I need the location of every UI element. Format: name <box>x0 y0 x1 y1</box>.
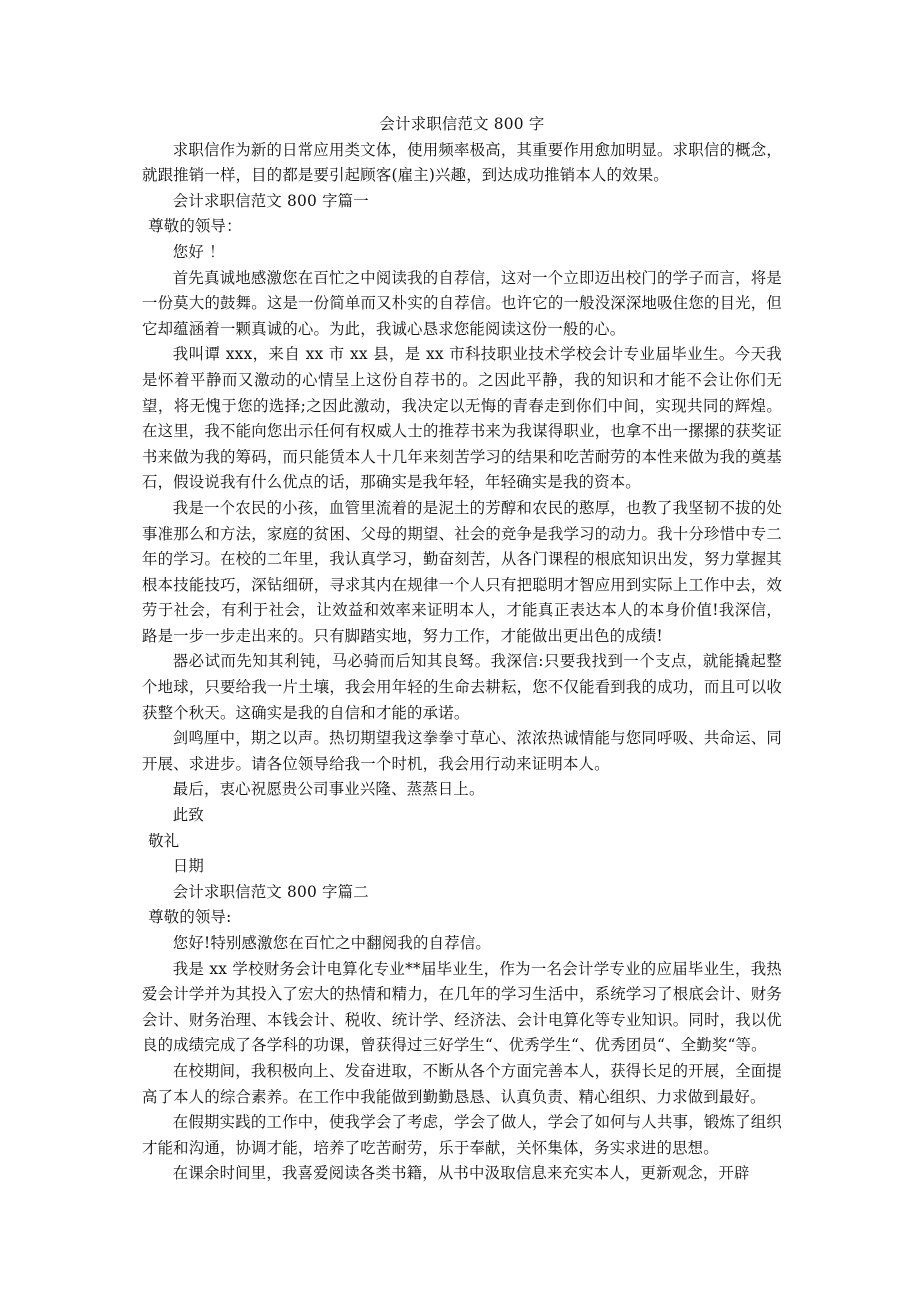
section1-paragraph: 首先真诚地感激您在百忙之中阅读我的自荐信，这对一个立即迈出校门的学子而言，将是一份莫大的鼓舞。这是一份简单而又朴实的自荐信。也许它的一般没深深地吸住您的目光，但它却蕴涵着一颗真诚的心。为此，我诚心恳求您能阅读这份一般的心。 <box>142 268 782 338</box>
intro-paragraph: 求职信作为新的日常应用类文体，使用频率极高，其重要作用愈加明显。求职信的概念，就跟推销一样，目的都是要引起顾客(雇主)兴趣，到达成功推销本人的效果。 <box>142 140 782 185</box>
section1-date: 日期 <box>172 857 204 876</box>
section1-paragraph: 我叫谭 xxx，来自 xx 市 xx 县，是 xx 市科技职业技术学校会计专业届毕业生。今天我是怀着平静而又激动的心情呈上这份自荐书的。之因此平静，我的知识和才能不会让你们无望，将无愧于您的选择;之因此激动，我决定以无悔的青春走到你们中间，实现共同的辉煌。在这里，我不能向您出示任何有权威人士的推荐书来为我谋得职业，也拿不出一摞摞的获奖证书来做为我的筹码，而只能赁本人十几年来刻苦学习的结果和吃苦耐劳的本性来做为我的奠基石，假设说我有什么优点的话，那确实是我年轻，年轻确实是我的资本。 <box>142 345 782 492</box>
document-page <box>142 112 782 1187</box>
section2-paragraph: 您好!特别感激您在百忙之中翻阅我的自荐信。 <box>172 934 491 952</box>
section1-regards: 敬礼 <box>148 831 180 850</box>
section1-heading: 会计求职信范文 800 字篇一 <box>172 191 369 210</box>
section1-salutation: 尊敬的领导： <box>148 217 242 236</box>
document-title: 会计求职信范文 800 字 <box>379 115 545 133</box>
section2-paragraph: 在校期间，我积极向上、发奋进取，不断从各个方面完善本人，获得长足的开展，全面提高了本人的综合素养。在工作中我能做到勤勤恳恳、认真负责、精心组织、力求做到最好。 <box>142 1061 782 1106</box>
section2-paragraph: 在课余时间里，我喜爱阅读各类书籍，从书中汲取信息来充实本人，更新观念，开辟 <box>172 1164 750 1183</box>
section2-paragraph: 在假期实践的工作中，使我学会了考虑，学会了做人，学会了如何与人共事，锻炼了组织才能和沟通，协调才能，培养了吃苦耐劳，乐于奉献，关怀集体，务实求进的思想。 <box>142 1113 782 1157</box>
section2-paragraph: 我是 xx 学校财务会计电算化专业**届毕业生，作为一名会计学专业的应届毕业生，我热爱会计学并为其投入了宏大的热情和精力，在几年的学习生活中，系统学习了根底会计、财务会计、财务治理、本钱会计、税收、统计学、经济法、会计电算化等专业知识。同时，我以优良的成绩完成了各学科的功课，曾获得过三好学生“、优秀学生“、优秀团员“、全勤奖“等。 <box>142 959 782 1055</box>
section2-heading: 会计求职信范文 800 字篇二 <box>172 882 369 901</box>
section2-salutation: 尊敬的领导: <box>148 908 232 927</box>
section1-paragraph: 最后，衷心祝愿贵公司事业兴隆、蒸蒸日上。 <box>172 780 485 799</box>
section1-paragraph: 器必试而先知其利钝，马必骑而后知其良驽。我深信:只要我找到一个支点，就能撬起整个地球，只要给我一片土壤，我会用年轻的生命去耕耘，您不仅能看到我的成功，而且可以收获整个秋天。这确实是我的自信和才能的承诺。 <box>142 652 782 722</box>
section1-paragraph: 我是一个农民的小孩，血管里流着的是泥土的芳醇和农民的憨厚，也教了我坚韧不拔的处事准那么和方法，家庭的贫困、父母的期望、社会的竞争是我学习的动力。我十分珍惜中专二年的学习。在校的二年里，我认真学习，勤奋刻苦，从各门课程的根底知识出发，努力掌握其根本技能技巧，深钻细研，寻求其内在规律一个人只有把聪明才智应用到实际上工作中去，效劳于社会，有利于社会，让效益和效率来证明本人，才能真正表达本人的本身价值!我深信，路是一步一步走出来的。只有脚踏实地，努力工作，才能做出更出色的成绩! <box>142 498 782 645</box>
section1-greeting: 您好 ！ <box>172 242 225 261</box>
section1-closing: 此致 <box>172 806 204 825</box>
section1-paragraph: 剑鸣厘中，期之以声。热切期望我这拳拳寸草心、浓浓热诚情能与您同呼吸、共命运、同开展、求进步。请各位领导给我一个时机，我会用行动来证明本人。 <box>142 729 782 773</box>
